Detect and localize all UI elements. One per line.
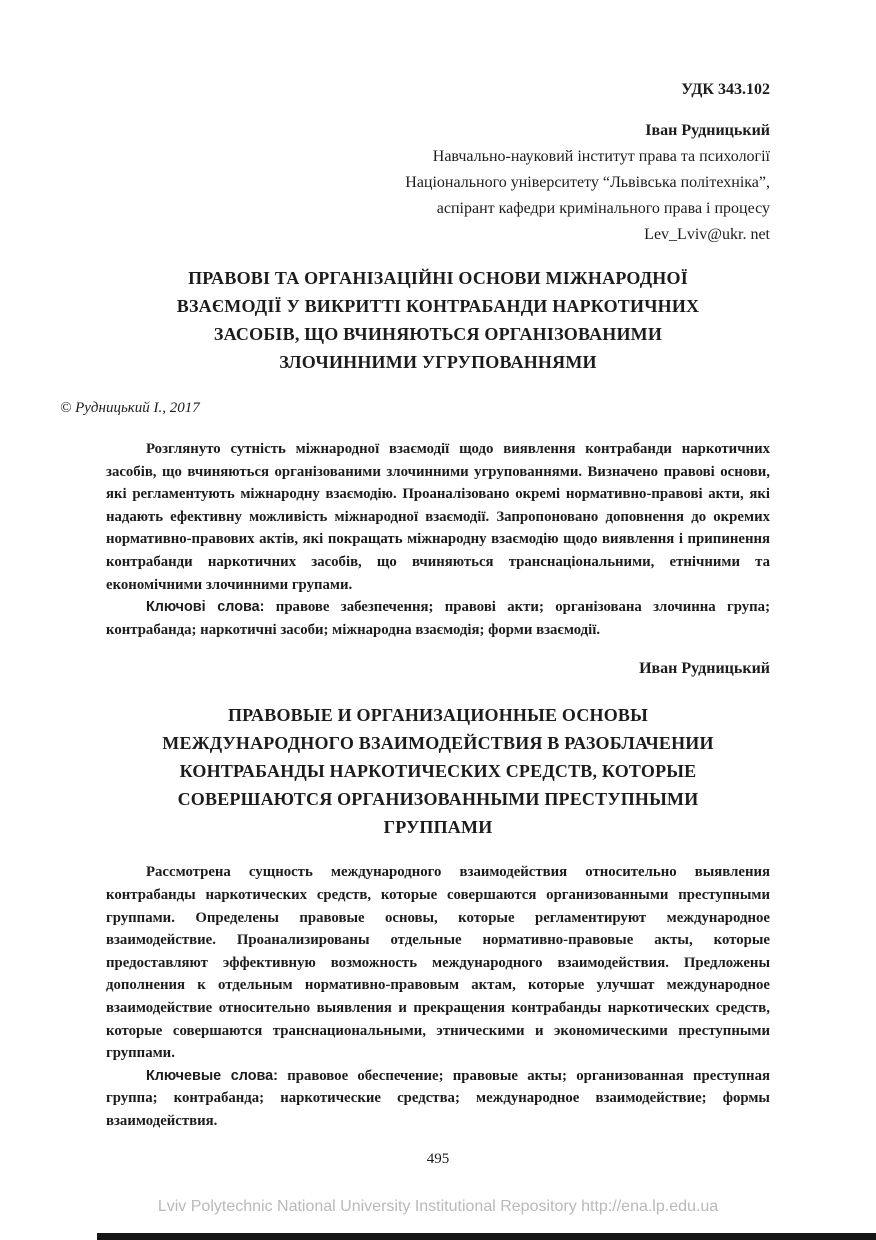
title-uk-line-1: ПРАВОВІ ТА ОРГАНІЗАЦІЙНІ ОСНОВИ МІЖНАРОДНОЇ (188, 268, 688, 288)
title-uk-line-4: ЗЛОЧИННИМИ УГРУПОВАННЯМИ (279, 352, 597, 372)
page-bottom-edge (97, 1233, 876, 1240)
author-block-uk (106, 118, 770, 248)
title-uk-line-2: ВЗАЄМОДІЇ У ВИКРИТТІ КОНТРАБАНДИ НАРКОТИЧНИХ (176, 296, 700, 316)
title-uk (106, 264, 770, 376)
udc-code: УДК 343.102 (681, 81, 770, 98)
title-ru-line-1: ПРАВОВЫЕ И ОРГАНИЗАЦИОННЫЕ ОСНОВЫ (227, 705, 649, 726)
page-number: 495 (426, 1151, 450, 1167)
title-ru (106, 701, 770, 841)
copyright-line: © Рудницький І., 2017 (60, 400, 200, 416)
title-ru-line-2: МЕЖДУНАРОДНОГО ВЗАИМОДЕЙСТВИЯ В РАЗОБЛАЧЕНИИ (162, 733, 714, 754)
keywords-text-uk: правове забезпечення; правові акти; організована злочинна група; контрабанда; наркотичні засоби; міжнародна взаємодія; форми взаємодії. (106, 599, 771, 638)
author-email: Lev_Lviv@ukr. net (644, 226, 770, 243)
author-name-uk: Іван Рудницький (645, 122, 770, 139)
title-ru-line-5: ГРУППАМИ (383, 817, 493, 838)
keywords-label-ru: Ключевые слова: (146, 1067, 278, 1084)
author-name-ru: Иван Рудницький (639, 660, 770, 678)
affiliation-line-institute: Навчально-науковий інститут права та психології (432, 148, 770, 165)
keywords-label-uk: Ключові слова: (146, 599, 265, 616)
keywords-uk (106, 596, 770, 641)
keywords-text-ru: правовое обеспечение; правовые акты; организованная преступная группа; контрабанда; наркотические средства; международное взаимодействие; формы взаимодействия. (106, 1067, 770, 1129)
repository-footer: Lviv Polytechnic National University Institutional Repository http://ena.lp.edu.ua (157, 1198, 719, 1215)
keywords-ru (106, 1065, 770, 1133)
title-ru-line-4: СОВЕРШАЮТСЯ ОРГАНИЗОВАННЫМИ ПРЕСТУПНЫМИ (177, 789, 699, 810)
affiliation-line-university: Національного університету “Львівська політехніка”, (405, 174, 770, 191)
abstract-uk: Розглянуто сутність міжнародної взаємодії щодо виявлення контрабанди наркотичних засобів, що вчиняються організованими злочинними угрупованнями. Визначено правові основи, які регламентують міжнародну взаємодію. Проаналізовано окремі нормативно-правові акти, які надають ефективну можливість міжнародної взаємодії. Запропоновано доповнення до окремих нормативно-правових актів, які покращать міжнародну взаємодію щодо виявлення і припинення контрабанди наркотичних засобів, що вчиняються транснаціональними, етнічними та економічними злочинними групами. (106, 441, 770, 593)
title-uk-line-3: ЗАСОБІВ, ЩО ВЧИНЯЮТЬСЯ ОРГАНІЗОВАНИМИ (213, 324, 663, 344)
abstract-ru: Рассмотрена сущность международного взаимодействия относительно выявления контрабанды наркотических средств, которые совершаются организованными преступными группами. Определены правовые основы, которые регламентируют международное взаимодействие. Проанализированы отдельные нормативно-правовые акты, которые предоставляют эффективную возможность международного взаимодействия. Предложены дополнения к отдельным нормативно-правовым актам, которые улучшат международное взаимодействие относительно выявления и прекращения контрабанды наркотических средств, которые совершаются транснациональными, этническими и экономическими преступными группами. (106, 864, 770, 1062)
title-ru-line-3: КОНТРАБАНДЫ НАРКОТИЧЕСКИХ СРЕДСТВ, КОТОРЫЕ (179, 761, 697, 782)
affiliation-line-position: аспірант кафедри кримінального права і процесу (436, 200, 770, 217)
